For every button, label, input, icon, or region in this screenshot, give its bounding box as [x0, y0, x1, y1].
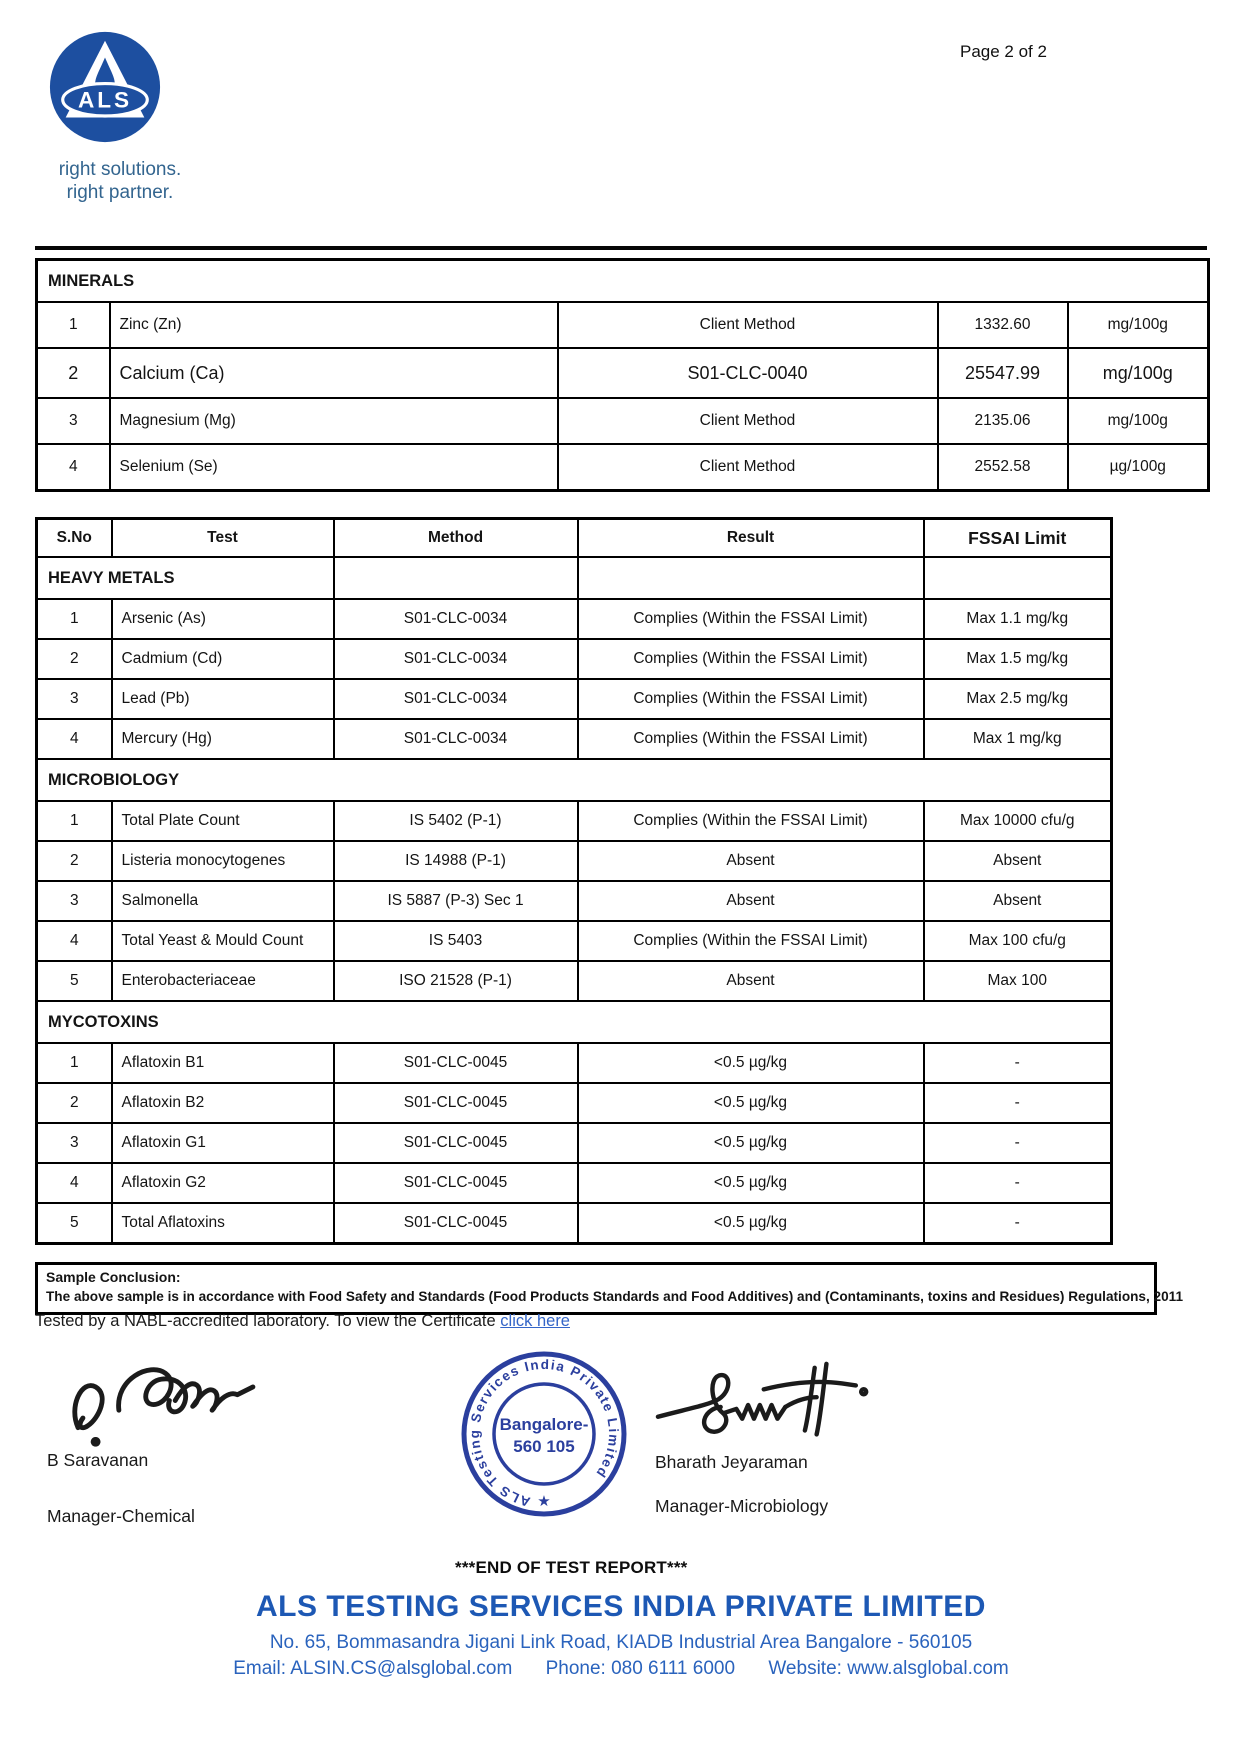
- section-title: MYCOTOXINS: [37, 1001, 1112, 1043]
- sno-cell: 1: [37, 1043, 112, 1083]
- table-row: [37, 719, 1112, 759]
- method-cell: Client Method: [558, 444, 938, 491]
- test-cell: Enterobacteriaceae: [112, 961, 334, 1001]
- company-address: No. 65, Bommasandra Jigani Link Road, KIADB Industrial Area Bangalore - 560105: [269, 1632, 973, 1653]
- result-cell: Absent: [578, 961, 924, 1001]
- result-cell: <0.5 µg/kg: [578, 1083, 924, 1123]
- company-footer: [0, 1590, 1242, 1680]
- table-row: [37, 348, 1209, 398]
- brand-tagline: right solutions. right partner.: [58, 159, 182, 203]
- method-cell: Client Method: [558, 398, 938, 444]
- table-row: [37, 1043, 1112, 1083]
- result-cell: <0.5 µg/kg: [578, 1163, 924, 1203]
- conclusion-text: The above sample is in accordance with Food Safety and Standards (Food Products Standards and Food Additives) and (Contaminants, toxins and Residues) Regulations, 2011: [46, 1289, 1184, 1304]
- method-cell: S01-CLC-0045: [334, 1163, 578, 1203]
- sno-cell: 1: [37, 599, 112, 639]
- method-cell: S01-CLC-0045: [334, 1083, 578, 1123]
- result-cell: Complies (Within the FSSAI Limit): [578, 719, 924, 759]
- microbiology-section-row: [37, 759, 1112, 801]
- test-cell: Aflatoxin B2: [112, 1083, 334, 1123]
- sno-cell: 4: [37, 1163, 112, 1203]
- chemical-manager-signature: [58, 1350, 273, 1452]
- table-row: [37, 1203, 1112, 1244]
- sno-cell: 2: [37, 841, 112, 881]
- result-cell: Complies (Within the FSSAI Limit): [578, 921, 924, 961]
- results-header-row: [37, 519, 1112, 558]
- table-row: [37, 921, 1112, 961]
- sno-cell: 5: [37, 1203, 112, 1244]
- sno-cell: 3: [37, 1123, 112, 1163]
- signatory-name-chemical: B Saravanan: [47, 1450, 149, 1470]
- section-title: MICROBIOLOGY: [37, 759, 1112, 801]
- limit-cell: -: [924, 1083, 1112, 1123]
- table-row: [37, 1123, 1112, 1163]
- company-website: Website: www.alsglobal.com: [768, 1658, 1009, 1679]
- result-cell: 25547.99: [938, 348, 1068, 398]
- limit-cell: Max 100: [924, 961, 1112, 1001]
- column-header-method: Method: [334, 519, 578, 558]
- unit-cell: mg/100g: [1068, 398, 1209, 444]
- test-cell: Aflatoxin B1: [112, 1043, 334, 1083]
- method-cell: S01-CLC-0045: [334, 1123, 578, 1163]
- test-cell: Magnesium (Mg): [110, 398, 558, 444]
- column-header-result: Result: [578, 519, 924, 558]
- results-table: [35, 517, 1113, 1245]
- certificate-link[interactable]: click here: [500, 1312, 570, 1330]
- method-cell: IS 5402 (P-1): [334, 801, 578, 841]
- limit-cell: Max 10000 cfu/g: [924, 801, 1112, 841]
- sno-cell: 5: [37, 961, 112, 1001]
- method-cell: IS 14988 (P-1): [334, 841, 578, 881]
- microbiology-manager-signature: [648, 1358, 903, 1453]
- result-cell: Complies (Within the FSSAI Limit): [578, 801, 924, 841]
- mycotoxins-section-row: [37, 1001, 1112, 1043]
- test-cell: Aflatoxin G1: [112, 1123, 334, 1163]
- sno-cell: 2: [37, 348, 110, 398]
- sno-cell: 4: [37, 921, 112, 961]
- nabl-note-text: Tested by a NABL-accredited laboratory. To view the Certificate: [35, 1312, 496, 1330]
- method-cell: S01-CLC-0034: [334, 719, 578, 759]
- sample-conclusion-box: [35, 1262, 1184, 1315]
- test-cell: Cadmium (Cd): [112, 639, 334, 679]
- result-cell: <0.5 µg/kg: [578, 1043, 924, 1083]
- signatory-title-chemical: Manager-Chemical: [47, 1506, 195, 1526]
- table-row: [37, 801, 1112, 841]
- method-cell: S01-CLC-0034: [334, 679, 578, 719]
- result-cell: Absent: [578, 841, 924, 881]
- limit-cell: Max 100 cfu/g: [924, 921, 1112, 961]
- method-cell: S01-CLC-0040: [558, 348, 938, 398]
- table-row: [37, 1083, 1112, 1123]
- result-cell: Complies (Within the FSSAI Limit): [578, 679, 924, 719]
- limit-cell: -: [924, 1123, 1112, 1163]
- unit-cell: mg/100g: [1068, 348, 1209, 398]
- nabl-note: [35, 1312, 570, 1331]
- limit-cell: -: [924, 1203, 1112, 1244]
- svg-text:560 105: 560 105: [513, 1437, 575, 1456]
- table-row: [37, 1163, 1112, 1203]
- test-cell: Salmonella: [112, 881, 334, 921]
- conclusion-label: Sample Conclusion:: [46, 1269, 181, 1285]
- test-cell: Mercury (Hg): [112, 719, 334, 759]
- method-cell: Client Method: [558, 302, 938, 348]
- table-row: [37, 841, 1112, 881]
- test-cell: Total Plate Count: [112, 801, 334, 841]
- stamp-star-icon: ★: [537, 1493, 551, 1510]
- result-cell: Complies (Within the FSSAI Limit): [578, 599, 924, 639]
- sno-cell: 4: [37, 719, 112, 759]
- test-cell: Lead (Pb): [112, 679, 334, 719]
- company-email: Email: ALSIN.CS@alsglobal.com: [233, 1658, 513, 1679]
- als-logo-icon: [46, 28, 164, 146]
- method-cell: IS 5887 (P-3) Sec 1: [334, 881, 578, 921]
- limit-cell: -: [924, 1043, 1112, 1083]
- minerals-section-row: [37, 260, 1209, 303]
- signatory-name-microbiology: Bharath Jeyaraman: [655, 1452, 808, 1472]
- test-cell: Calcium (Ca): [110, 348, 558, 398]
- limit-cell: Max 1.1 mg/kg: [924, 599, 1112, 639]
- test-cell: Aflatoxin G2: [112, 1163, 334, 1203]
- svg-text:ALS: ALS: [77, 87, 133, 113]
- method-cell: S01-CLC-0034: [334, 639, 578, 679]
- method-cell: S01-CLC-0034: [334, 599, 578, 639]
- method-cell: IS 5403: [334, 921, 578, 961]
- column-header-sno: S.No: [37, 519, 112, 558]
- column-header-test: Test: [112, 519, 334, 558]
- sno-cell: 3: [37, 679, 112, 719]
- table-row: [37, 961, 1112, 1001]
- method-cell: S01-CLC-0045: [334, 1203, 578, 1244]
- page-number: Page 2 of 2: [960, 42, 1047, 61]
- heavy-metals-section-row: [37, 557, 1112, 599]
- sno-cell: 2: [37, 639, 112, 679]
- limit-cell: Max 1.5 mg/kg: [924, 639, 1112, 679]
- result-cell: Complies (Within the FSSAI Limit): [578, 639, 924, 679]
- sno-cell: 1: [37, 302, 110, 348]
- company-phone: Phone: 080 6111 6000: [545, 1658, 736, 1679]
- sno-cell: 1: [37, 801, 112, 841]
- company-contact: [0, 1658, 1242, 1680]
- result-cell: 2552.58: [938, 444, 1068, 491]
- als-logo: [46, 28, 206, 151]
- result-cell: <0.5 µg/kg: [578, 1123, 924, 1163]
- company-name: ALS TESTING SERVICES INDIA PRIVATE LIMITED: [256, 1590, 986, 1623]
- limit-cell: Max 2.5 mg/kg: [924, 679, 1112, 719]
- signatory-title-microbiology: Manager-Microbiology: [655, 1496, 829, 1516]
- test-cell: Listeria monocytogenes: [112, 841, 334, 881]
- unit-cell: mg/100g: [1068, 302, 1209, 348]
- table-row: [37, 639, 1112, 679]
- sno-cell: 3: [37, 881, 112, 921]
- header-divider: [35, 246, 1207, 250]
- result-cell: Absent: [578, 881, 924, 921]
- svg-text:Bangalore-: Bangalore-: [499, 1415, 589, 1434]
- limit-cell: Absent: [924, 881, 1112, 921]
- test-cell: Total Yeast & Mould Count: [112, 921, 334, 961]
- table-row: [37, 599, 1112, 639]
- unit-cell: µg/100g: [1068, 444, 1209, 491]
- svg-text:ALS Testing Services India Pri: ALS Testing Services India Private Limited: [466, 1356, 622, 1510]
- result-cell: 2135.06: [938, 398, 1068, 444]
- result-cell: 1332.60: [938, 302, 1068, 348]
- table-row: [37, 444, 1209, 491]
- limit-cell: -: [924, 1163, 1112, 1203]
- end-of-report-note: ***END OF TEST REPORT***: [455, 1558, 688, 1577]
- test-cell: Arsenic (As): [112, 599, 334, 639]
- limit-cell: Max 1 mg/kg: [924, 719, 1112, 759]
- test-cell: Total Aflatoxins: [112, 1203, 334, 1244]
- sno-cell: 4: [37, 444, 110, 491]
- method-cell: S01-CLC-0045: [334, 1043, 578, 1083]
- section-title: MINERALS: [37, 260, 1209, 303]
- method-cell: ISO 21528 (P-1): [334, 961, 578, 1001]
- section-title: HEAVY METALS: [37, 557, 334, 599]
- test-cell: Selenium (Se): [110, 444, 558, 491]
- table-row: [37, 398, 1209, 444]
- table-row: [37, 302, 1209, 348]
- column-header-limit: FSSAI Limit: [924, 519, 1112, 558]
- limit-cell: Absent: [924, 841, 1112, 881]
- sno-cell: 3: [37, 398, 110, 444]
- minerals-table: [35, 258, 1210, 492]
- table-row: [37, 679, 1112, 719]
- company-stamp: [458, 1348, 630, 1520]
- sno-cell: 2: [37, 1083, 112, 1123]
- test-cell: Zinc (Zn): [110, 302, 558, 348]
- table-row: [37, 881, 1112, 921]
- result-cell: <0.5 µg/kg: [578, 1203, 924, 1244]
